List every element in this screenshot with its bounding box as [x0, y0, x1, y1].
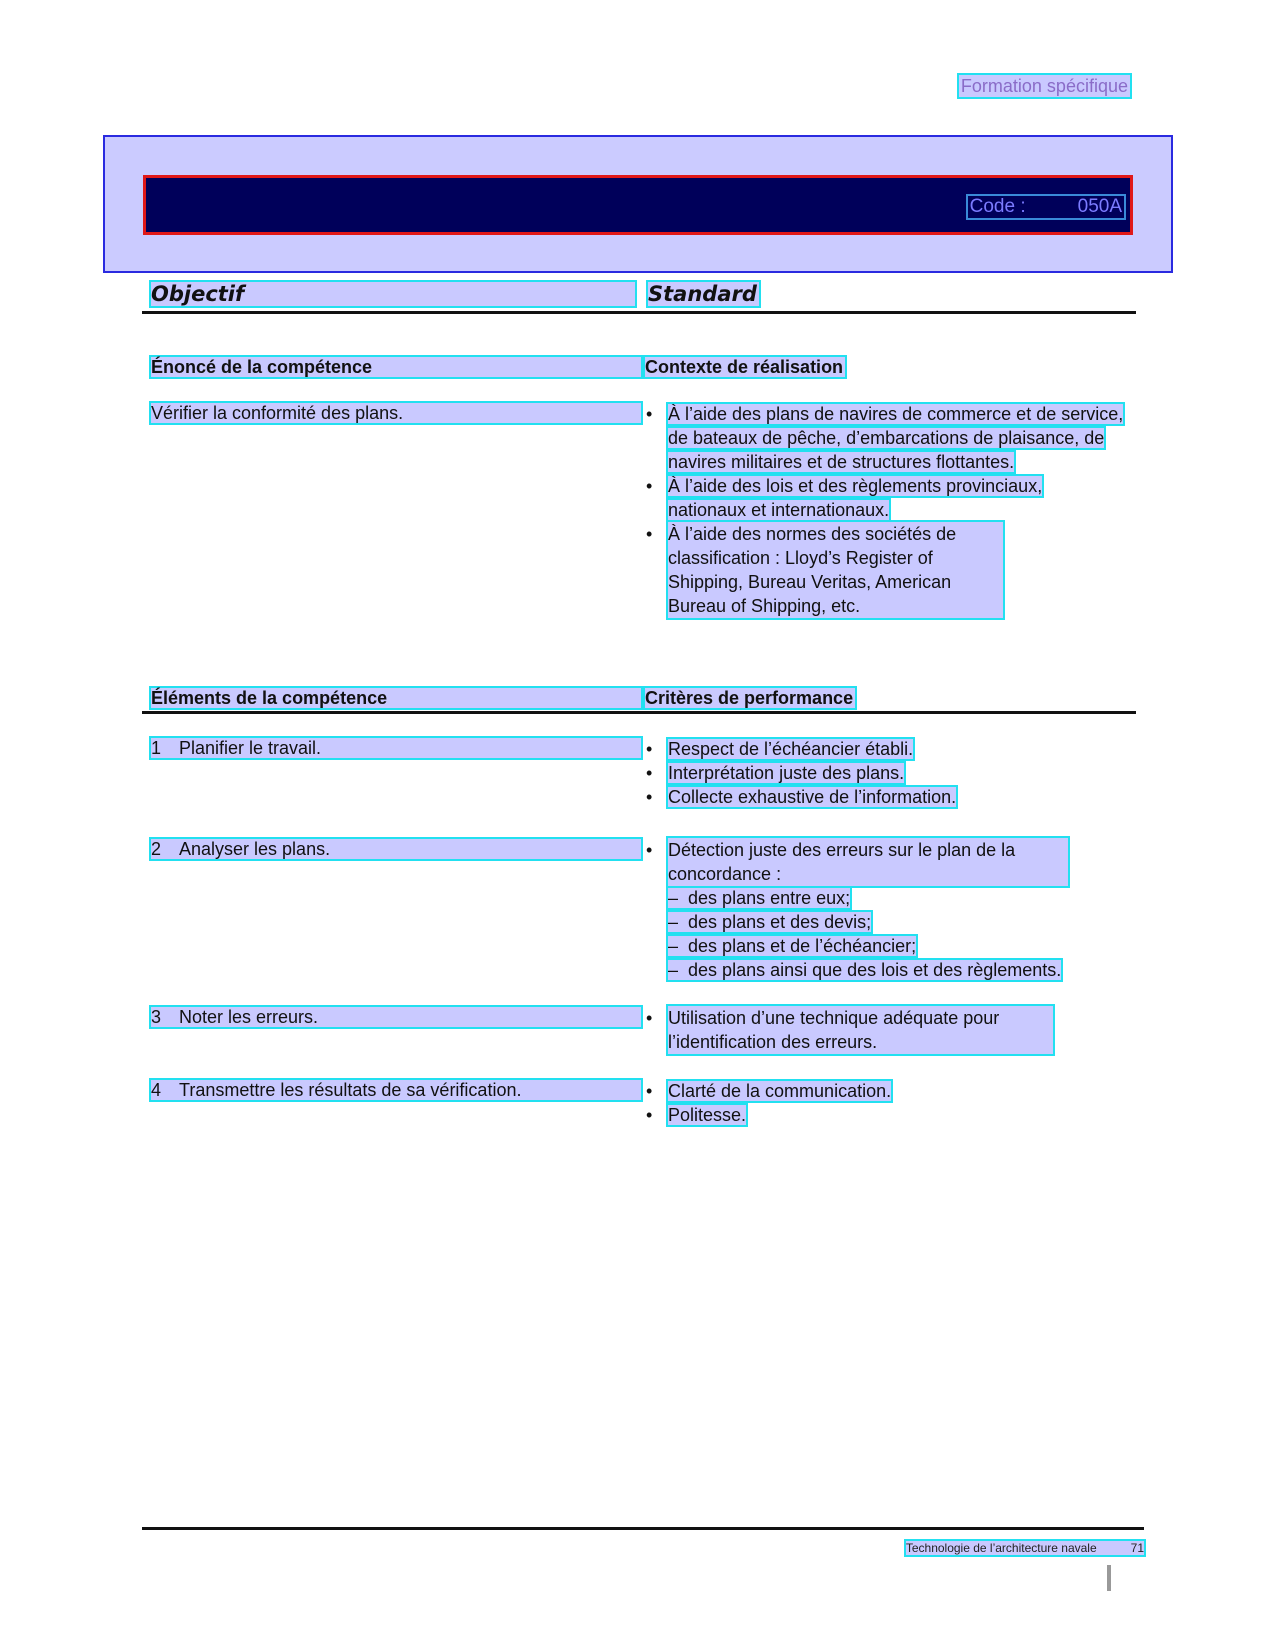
element-row — [151, 738, 321, 758]
element-label: Noter les erreurs. — [179, 1007, 319, 1027]
contexte-item: • À l’aide des normes des sociétés de classification : Lloyd’s Register of Shipping, Bureau Veritas, American Bureau of Shipping, etc. — [644, 522, 1124, 618]
criteria-list — [644, 1006, 1074, 1054]
elements-heading: Éléments de la compétence — [151, 688, 641, 708]
page-number: 71 — [1130, 1541, 1144, 1555]
contexte-heading: Contexte de réalisation — [645, 357, 844, 377]
element-number: 4 — [151, 1080, 162, 1100]
criteria-list — [644, 1079, 1104, 1127]
code-label — [966, 194, 1126, 220]
criteria-list — [644, 838, 1114, 982]
criteria-item: • Interprétation juste des plans. — [646, 763, 905, 783]
bullet-icon: • — [646, 840, 653, 860]
dash-icon: – — [668, 960, 679, 980]
contexte-item: • À l’aide des lois et des règlements provinciaux, nationaux et internationaux. — [646, 476, 1043, 520]
element-number: 3 — [151, 1007, 162, 1027]
contexte-list — [644, 402, 1124, 618]
criteria-heading: Critères de performance — [645, 688, 854, 708]
enonce-text: Vérifier la conformité des plans. — [151, 403, 404, 423]
footer-mark — [1107, 1565, 1111, 1591]
criteria-item: • Utilisation d’une technique adéquate pour l’identification des erreurs. — [644, 1006, 1074, 1054]
bullet-icon: • — [646, 1081, 653, 1101]
enonce-heading: Énoncé de la compétence — [151, 357, 641, 377]
section-rule — [142, 311, 1136, 314]
concordance-sublist — [668, 886, 1114, 982]
element-number: 2 — [151, 839, 162, 859]
element-label: Analyser les plans. — [179, 839, 331, 859]
bullet-icon: • — [646, 763, 653, 783]
bullet-icon: • — [646, 524, 653, 544]
bullet-icon: • — [646, 476, 653, 496]
standard-heading: Standard — [648, 282, 757, 306]
bullet-icon: • — [646, 1105, 653, 1125]
criteria-item: • Respect de l’échéancier établi. — [646, 739, 914, 759]
footer — [906, 1541, 1144, 1555]
code-value: 050A — [1077, 196, 1122, 217]
sub-item: – des plans et des devis; — [668, 912, 872, 932]
criteria-item: • Clarté de la communication. — [646, 1081, 892, 1101]
code-label-text: Code : — [969, 196, 1026, 217]
footer-rule — [142, 1527, 1144, 1530]
dash-icon: – — [668, 912, 679, 932]
element-row — [151, 1007, 318, 1027]
elements-rule — [142, 711, 1136, 714]
running-header: Formation spécifique — [960, 76, 1128, 96]
title-bar — [143, 175, 1133, 235]
bullet-icon: • — [646, 404, 653, 424]
sub-item: – des plans entre eux; — [668, 888, 851, 908]
dash-icon: – — [668, 936, 679, 956]
element-label: Transmettre les résultats de sa vérification. — [179, 1080, 522, 1100]
sub-item: – des plans et de l’échéancier; — [668, 936, 917, 956]
sub-item: – des plans ainsi que des lois et des règlements. — [668, 960, 1062, 980]
bullet-icon: • — [646, 739, 653, 759]
element-number: 1 — [151, 738, 162, 758]
footer-title: Technologie de l’architecture navale — [905, 1541, 1097, 1555]
bullet-icon: • — [646, 1008, 653, 1028]
contexte-item: • À l’aide des plans de navires de commerce et de service, de bateaux de pêche, d’embarcations de plaisance, de navires militaires et de structures flottantes. — [646, 404, 1124, 472]
criteria-list — [644, 737, 1104, 809]
objectif-heading: Objectif — [151, 282, 635, 306]
element-row — [151, 839, 330, 859]
criteria-item: • Politesse. — [646, 1105, 747, 1125]
bullet-icon: • — [646, 787, 653, 807]
criteria-item: • Détection juste des erreurs sur le plan de la concordance : – des plans entre eux; – des plans et des devis; – des plans et de l’échéancier; – des plans ainsi que des lois et des règlements. — [644, 838, 1114, 982]
header-panel — [103, 135, 1173, 273]
element-label: Planifier le travail. — [179, 738, 322, 758]
criteria-item: • Collecte exhaustive de l’information. — [646, 787, 957, 807]
element-row — [151, 1080, 521, 1100]
dash-icon: – — [668, 888, 679, 908]
